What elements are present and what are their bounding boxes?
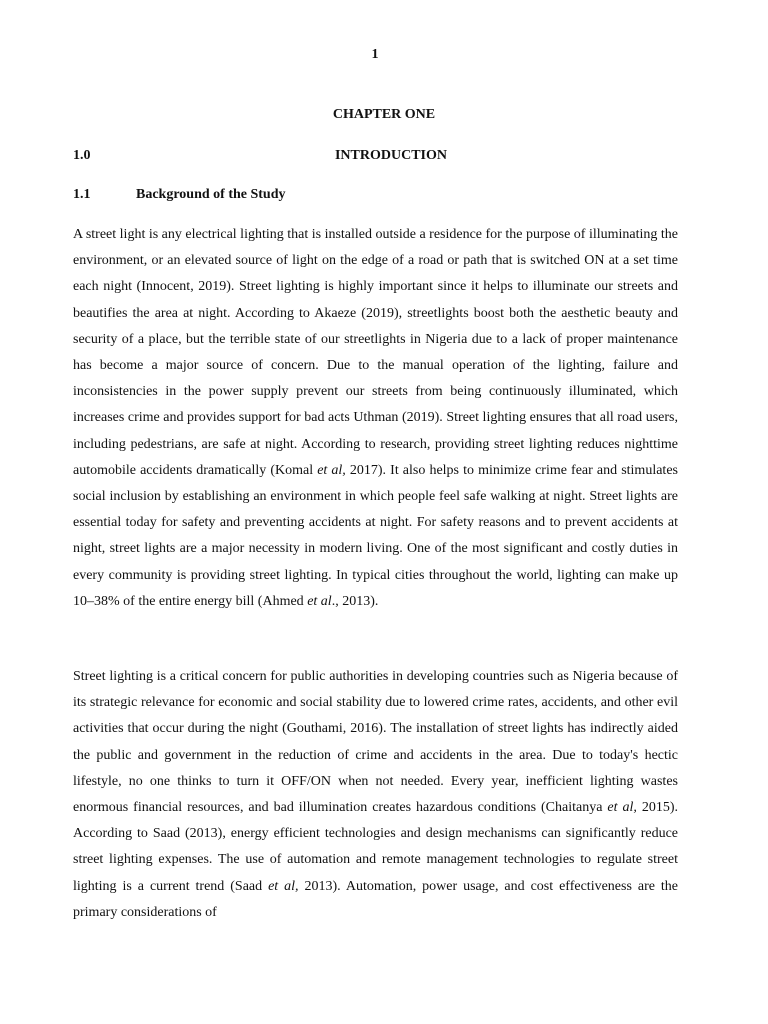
section-heading [73, 148, 678, 168]
subsection-number: 1.1 [73, 187, 91, 202]
chapter-title: CHAPTER ONE [332, 107, 436, 122]
paragraph-1-text-b: 2017). It also helps to minimize crime fear and stimulates social inclusion by establishing an environment in which people feel safe walking at night. Street lights are essential today for safety and preventing accidents at night. For safety reasons and to prevent accidents at night, street lights are a major necessity in modern living. One of the most significant and costly duties in every community is providing street lighting. In typical cities throughout the world, lighting can make up 10–38% of the entire energy bill (Ahmed [73, 462, 678, 609]
paragraph-1 [73, 222, 678, 615]
page-number: 1 [371, 47, 379, 62]
section-number: 1.0 [73, 148, 91, 163]
paragraph-1-et-al-1: et al, [317, 462, 346, 478]
paragraph-2 [73, 664, 678, 926]
paragraph-2-text-b: 2015). According to Saad (2013), energy efficient technologies and design mechanisms can significantly reduce street lighting expenses. The use of automation and remote management technologies to regulate street lighting is a current trend (Saad [73, 800, 678, 894]
paragraph-2-text-c: 2013). Automation, power usage, and cost effectiveness are the primary considerations of [73, 878, 678, 920]
paragraph-1-text-c: ., 2013). [331, 593, 379, 609]
paragraph-2-et-al-2: et al, [268, 878, 299, 894]
paragraph-2-et-al-1: et al, [607, 800, 637, 816]
paragraph-1-et-al-2: et al [307, 593, 332, 609]
subsection-heading [73, 187, 678, 207]
section-title: INTRODUCTION [334, 148, 447, 163]
paragraph-1-text-a: A street light is any electrical lighting that is installed outside a residence for the purpose of illuminating the environment, or an elevated source of light on the edge of a road or path that is switched ON at a set time each night (Innocent, 2019). Street lighting is highly important since it helps to illuminate our streets and beautifies the area at night. According to Akaeze (2019), streetlights boost both the aesthetic beauty and security of a place, but the terrible state of our streetlights in Nigeria due to a lack of proper maintenance has become a major source of concern. Due to the manual operation of the lighting, failure and inconsistencies in the power supply prevent our streets from being continuously illuminated, which increases crime and provides support for bad acts Uthman (2019). Street lighting ensures that all road users, including pedestrians, are safe at night. According to research, providing street lighting reduces nighttime automobile accidents dramatically (Komal [73, 227, 678, 478]
subsection-title: Background of the Study [136, 187, 286, 202]
paragraph-2-text-a: Street lighting is a critical concern for public authorities in developing countries such as Nigeria because of its strategic relevance for economic and social stability due to lowered crime rates, accidents, and other evil activities that occur during the night (Gouthami, 2016). The installation of street lights has indirectly aided the public and government in the reduction of crime and accidents in the area. Due to today's hectic lifestyle, no one thinks to turn it OFF/ON when not needed. Every year, inefficient lighting wastes enormous financial resources, and bad illumination creates hazardous conditions (Chaitanya [73, 669, 678, 816]
